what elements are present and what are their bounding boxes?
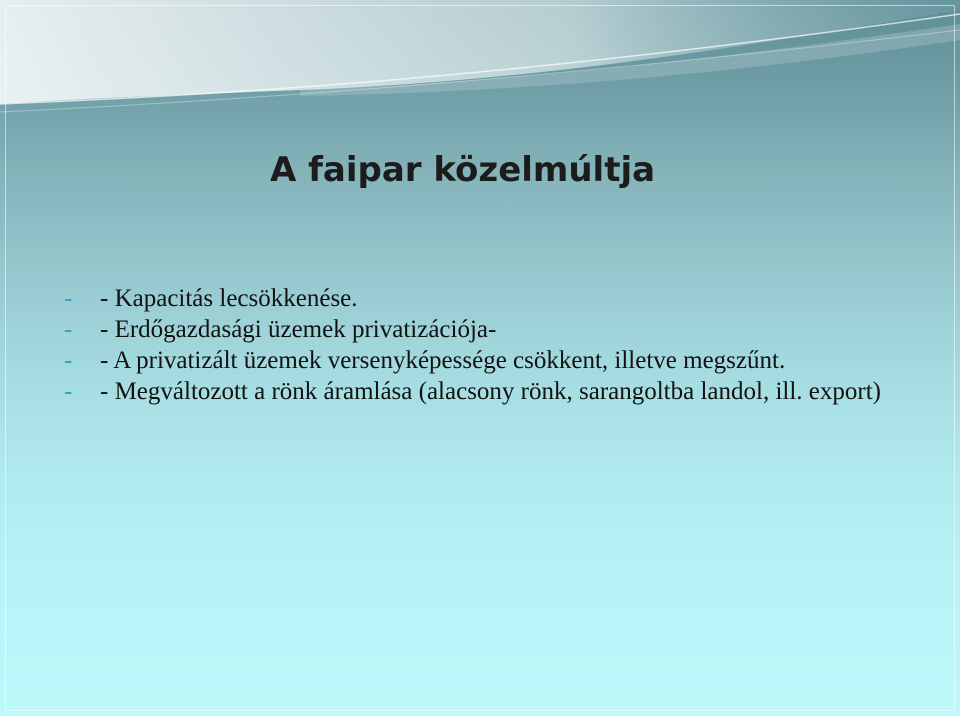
bullet-dash-icon: - [64, 316, 73, 343]
bullet-item-3 [60, 345, 920, 376]
bullet-text: - Megváltozott a rönk áramlása (alacsony rönk, sarangoltba landol, ill. export) [100, 378, 881, 405]
bullet-list [60, 283, 920, 407]
slide-title: A faipar közelmúltja [269, 150, 656, 190]
bullet-item-4 [60, 376, 920, 407]
bullet-text: - Kapacitás lecsökkenése. [100, 285, 358, 312]
bullet-item-2 [60, 314, 920, 345]
bullet-dash-icon: - [64, 285, 73, 312]
bullet-dash-icon: - [64, 347, 73, 374]
bullet-dash-icon: - [64, 378, 73, 405]
decorative-wave-header [0, 0, 960, 130]
bullet-text: - Erdőgazdasági üzemek privatizációja- [100, 316, 497, 343]
bullet-item-1 [60, 283, 920, 314]
bullet-text: - A privatizált üzemek versenyképessége csökkent, illetve megszűnt. [100, 347, 786, 374]
